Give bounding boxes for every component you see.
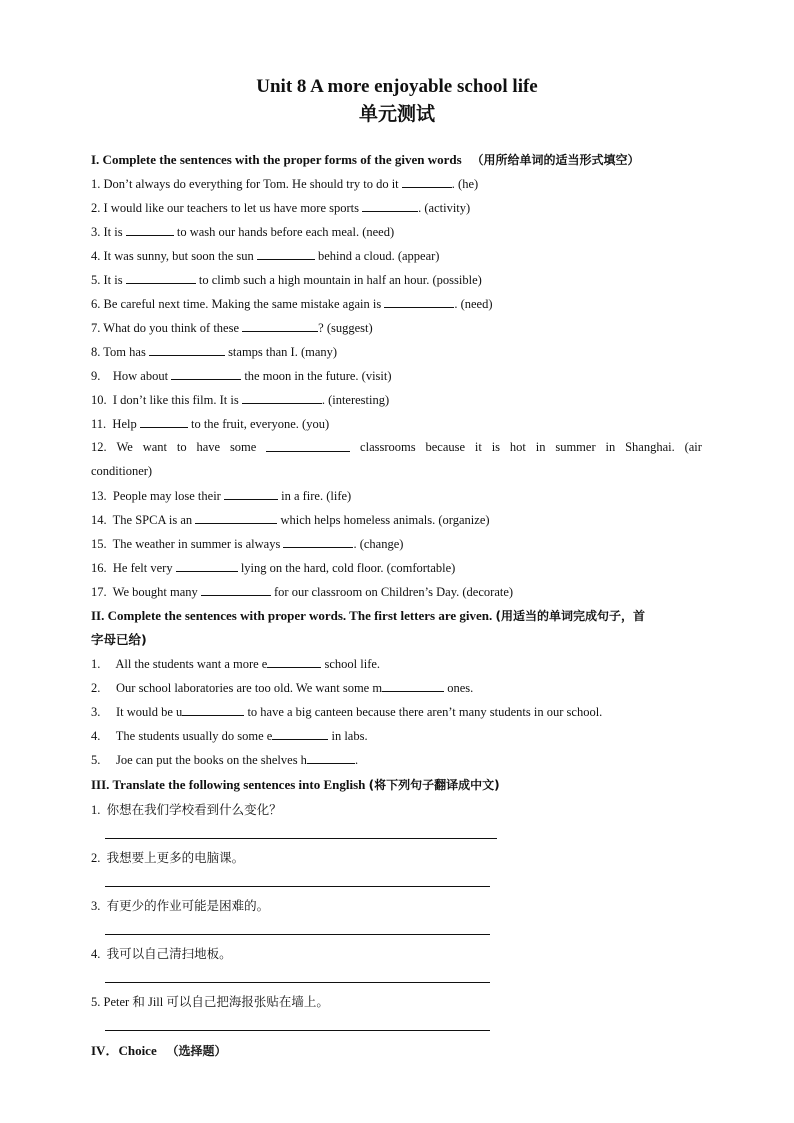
question-row: 9. How about the moon in the future. (visit)	[91, 369, 392, 383]
answer-line[interactable]	[105, 886, 490, 887]
question-row: 12. We want to have some classrooms because it is hot in summer in Shanghai. (air	[91, 440, 702, 454]
question-row: 1. Don’t always do everything for Tom. He should try to do it . (he)	[91, 177, 479, 191]
page-subtitle: 单元测试	[358, 103, 435, 125]
question-row: 16. He felt very lying on the hard, cold floor. (comfortable)	[91, 561, 456, 575]
answer-line[interactable]	[105, 934, 490, 935]
question-row: 4. The students usually do some e in labs.	[91, 729, 368, 743]
answer-blank[interactable]	[195, 512, 277, 524]
section-1-heading: I. Complete the sentences with the proper forms of the given words （用所给单词的适当形式填空）	[91, 152, 640, 167]
question-row: 2. Our school laboratories are too old. We want some m ones.	[91, 681, 474, 695]
answer-blank[interactable]	[224, 488, 278, 500]
translation-item: 4. 我可以自己清扫地板。	[91, 946, 232, 961]
page-title: Unit 8 A more enjoyable school life	[256, 76, 538, 97]
answer-blank[interactable]	[171, 368, 241, 380]
answer-blank[interactable]	[182, 704, 244, 716]
question-row: 7. What do you think of these ? (suggest)	[91, 321, 373, 335]
answer-blank[interactable]	[242, 320, 318, 332]
section-4-heading: IV．Choice （选择题）	[91, 1043, 227, 1058]
answer-blank[interactable]	[272, 728, 328, 740]
section-2-heading: II. Complete the sentences with proper words. The first letters are given. (用适当的单词完成句子，首	[91, 608, 646, 623]
answer-blank[interactable]	[266, 440, 350, 452]
translation-item: 3. 有更少的作业可能是困难的。	[91, 898, 270, 913]
answer-line[interactable]	[105, 1030, 490, 1031]
answer-blank[interactable]	[201, 584, 271, 596]
answer-blank[interactable]	[382, 680, 444, 692]
translation-item: 2. 我想要上更多的电脑课。	[91, 850, 245, 865]
question-row: 10. I don’t like this film. It is . (interesting)	[91, 393, 390, 407]
translation-item: 1. 你想在我们学校看到什么变化？	[91, 802, 282, 817]
answer-line[interactable]	[105, 838, 497, 839]
question-row: 3. It would be u to have a big canteen because there aren’t many students in our school.	[91, 705, 603, 719]
question-row: 8. Tom has stamps than I. (many)	[91, 345, 338, 359]
question-row: 6. Be careful next time. Making the same mistake again is . (need)	[91, 297, 493, 311]
answer-line[interactable]	[105, 982, 490, 983]
answer-blank[interactable]	[402, 176, 452, 188]
answer-blank[interactable]	[267, 656, 321, 668]
question-row: 11. Help to the fruit, everyone. (you)	[91, 417, 330, 431]
section-3-heading: III. Translate the following sentences into English (将下列句子翻译成中文)	[91, 777, 500, 792]
answer-blank[interactable]	[384, 296, 454, 308]
section-2-heading-continuation: 字母已给)	[91, 632, 147, 647]
answer-blank[interactable]	[126, 224, 174, 236]
answer-blank[interactable]	[126, 272, 196, 284]
question-continuation: conditioner)	[91, 464, 153, 478]
question-row: 4. It was sunny, but soon the sun behind a cloud. (appear)	[91, 249, 440, 263]
question-row: 5. It is to climb such a high mountain in half an hour. (possible)	[91, 273, 482, 287]
answer-blank[interactable]	[307, 752, 355, 764]
answer-blank[interactable]	[242, 392, 322, 404]
question-row: 14. The SPCA is an which helps homeless animals. (organize)	[91, 513, 490, 527]
question-row: 2. I would like our teachers to let us have more sports . (activity)	[91, 201, 471, 215]
answer-blank[interactable]	[149, 344, 225, 356]
question-row: 1. All the students want a more e school life.	[91, 657, 381, 671]
answer-blank[interactable]	[176, 560, 238, 572]
question-row: 5. Joe can put the books on the shelves h .	[91, 753, 359, 767]
translation-item: 5. Peter 和 Jill 可以自己把海报张贴在墙上。	[91, 994, 329, 1009]
answer-blank[interactable]	[362, 200, 418, 212]
question-row: 13. People may lose their in a fire. (life)	[91, 489, 352, 503]
answer-blank[interactable]	[257, 248, 315, 260]
answer-blank[interactable]	[283, 536, 353, 548]
question-row: 3. It is to wash our hands before each meal. (need)	[91, 225, 395, 239]
answer-blank[interactable]	[140, 416, 188, 428]
question-row: 15. The weather in summer is always . (change)	[91, 537, 404, 551]
question-row: 17. We bought many for our classroom on Children’s Day. (decorate)	[91, 585, 514, 599]
